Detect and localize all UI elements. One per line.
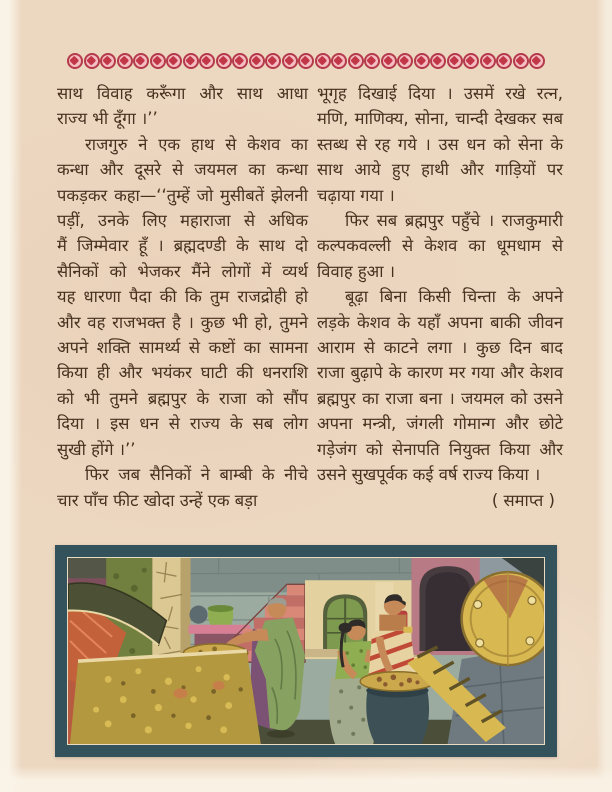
border-medallion <box>265 53 281 69</box>
gold-shield <box>462 572 544 665</box>
text-line: किया ही और भयंकर घाटी की धनराशि <box>57 363 308 383</box>
border-medallion <box>67 53 83 69</box>
text-line: विवाह हुआ । <box>317 261 396 281</box>
text-line: सुखी होंगे ।’’ <box>57 439 136 459</box>
border-medallion <box>100 53 116 69</box>
text-line: साथ विवाह करूँगा और साथ आधा <box>57 84 308 103</box>
treasure-tray <box>360 672 434 744</box>
decorative-top-border <box>67 52 546 69</box>
illustration-artwork <box>67 557 545 745</box>
text-line: राजा बुढ़ापे के कारण मर गया और केशव <box>317 363 563 383</box>
text-line: चढ़ाया गया । <box>317 185 395 205</box>
illustration-frame <box>55 545 557 757</box>
text-line: यह धारणा पैदा की कि तुम राजद्रोही हो <box>57 287 308 307</box>
border-medallion <box>496 53 512 69</box>
text-line: राज्य भी दूँगा ।’’ <box>57 109 158 129</box>
text-line: कल्पकवल्ली से केशव का धूमधाम से <box>317 236 563 256</box>
border-medallion <box>150 53 166 69</box>
border-medallion <box>348 53 364 69</box>
border-medallion <box>463 53 479 69</box>
border-medallion <box>480 53 496 69</box>
text-line: सैनिकों को भेजकर मैंने लोगों में व्यर्थ <box>57 261 308 281</box>
text-line: फिर सब ब्रह्मपुर पहुँचे । राजकुमारी <box>345 211 563 231</box>
text-column-right <box>317 81 563 513</box>
border-medallion <box>133 53 149 69</box>
text-line: पड़ीं, उनके लिए महाराजा से अधिक <box>57 211 308 231</box>
border-medallion <box>546 53 547 69</box>
text-line: पकड़कर कहा—‘‘तुम्हें जो मुसीबतें झेलनी <box>57 185 308 205</box>
text-line: फिर जब सैनिकों ने बाम्बी के नीचे <box>85 465 308 485</box>
text-line: उसने सुखपूर्वक कई वर्ष राज्य किया । <box>317 465 541 485</box>
text-line: साथ आये हुए हाथी और गाड़ियों पर <box>317 160 563 180</box>
text-line: बूढ़ा बिना किसी चिन्ता के अपने <box>345 287 563 307</box>
border-medallion <box>216 53 232 69</box>
border-medallion <box>381 53 397 69</box>
text-line: को भी तुमने ब्रह्मपुर के राजा को सौंप <box>57 388 308 408</box>
text-line: कन्धा और दूसरे से जयमल का कन्धा <box>57 160 308 180</box>
text-line: लड़के केशव के यहाँ अपना बाकी जीवन <box>317 312 563 332</box>
border-medallion <box>529 53 545 69</box>
text-line: चार पाँच फीट खोदा उन्हें एक बड़ा <box>57 490 258 510</box>
text-line: राजगुरु ने एक हाथ से केशव का <box>85 134 308 154</box>
treasure-vault-illustration <box>68 558 544 744</box>
border-medallion <box>183 53 199 69</box>
text-line: और वह राजभक्त है । कुछ भी हो, तुमने <box>57 312 308 332</box>
border-medallion <box>117 53 133 69</box>
border-medallion <box>249 53 265 69</box>
text-column-left <box>57 81 308 513</box>
text-line: भूगृह दिखाई दिया । उसमें रखे रत्न, <box>317 84 563 103</box>
text-line: ( समाप्त ) <box>491 490 555 510</box>
text-line: ब्रह्मपुर का राजा बना । जयमल को उसने <box>317 388 563 408</box>
border-medallion <box>397 53 413 69</box>
text-line: अपने शक्ति सामर्थ्य से कष्टों का सामना <box>57 338 308 358</box>
text-line: आराम से काटने लगा । कुछ दिन बाद <box>317 338 563 358</box>
border-medallion <box>430 53 446 69</box>
treasure-chest <box>68 651 261 744</box>
border-medallion <box>364 53 380 69</box>
border-medallion <box>331 53 347 69</box>
border-medallion <box>447 53 463 69</box>
text-line: अपना मन्त्री, जंगली गोमान्ग और छोटे <box>317 414 563 434</box>
text-line: मणि, माणिक्य, सोना, चान्दी देखकर सब <box>317 109 563 129</box>
text-line: गड़ेजंग को सेनापति नियुक्त किया और <box>317 439 563 459</box>
border-medallion <box>232 53 248 69</box>
text-line: मैं जिम्मेवार हूँ । ब्रह्मदण्डी के साथ दो <box>57 236 308 256</box>
border-medallion <box>414 53 430 69</box>
border-medallion <box>199 53 215 69</box>
text-line: दिया । इस धन से राज्य के सब लोग <box>57 414 308 434</box>
border-medallion <box>513 53 529 69</box>
border-medallion <box>282 53 298 69</box>
border-medallion <box>315 53 331 69</box>
border-medallion <box>84 53 100 69</box>
border-medallion <box>298 53 314 69</box>
border-medallion <box>166 53 182 69</box>
text-line: स्तब्ध से रह गये । उस धन को सेना के <box>317 134 563 154</box>
